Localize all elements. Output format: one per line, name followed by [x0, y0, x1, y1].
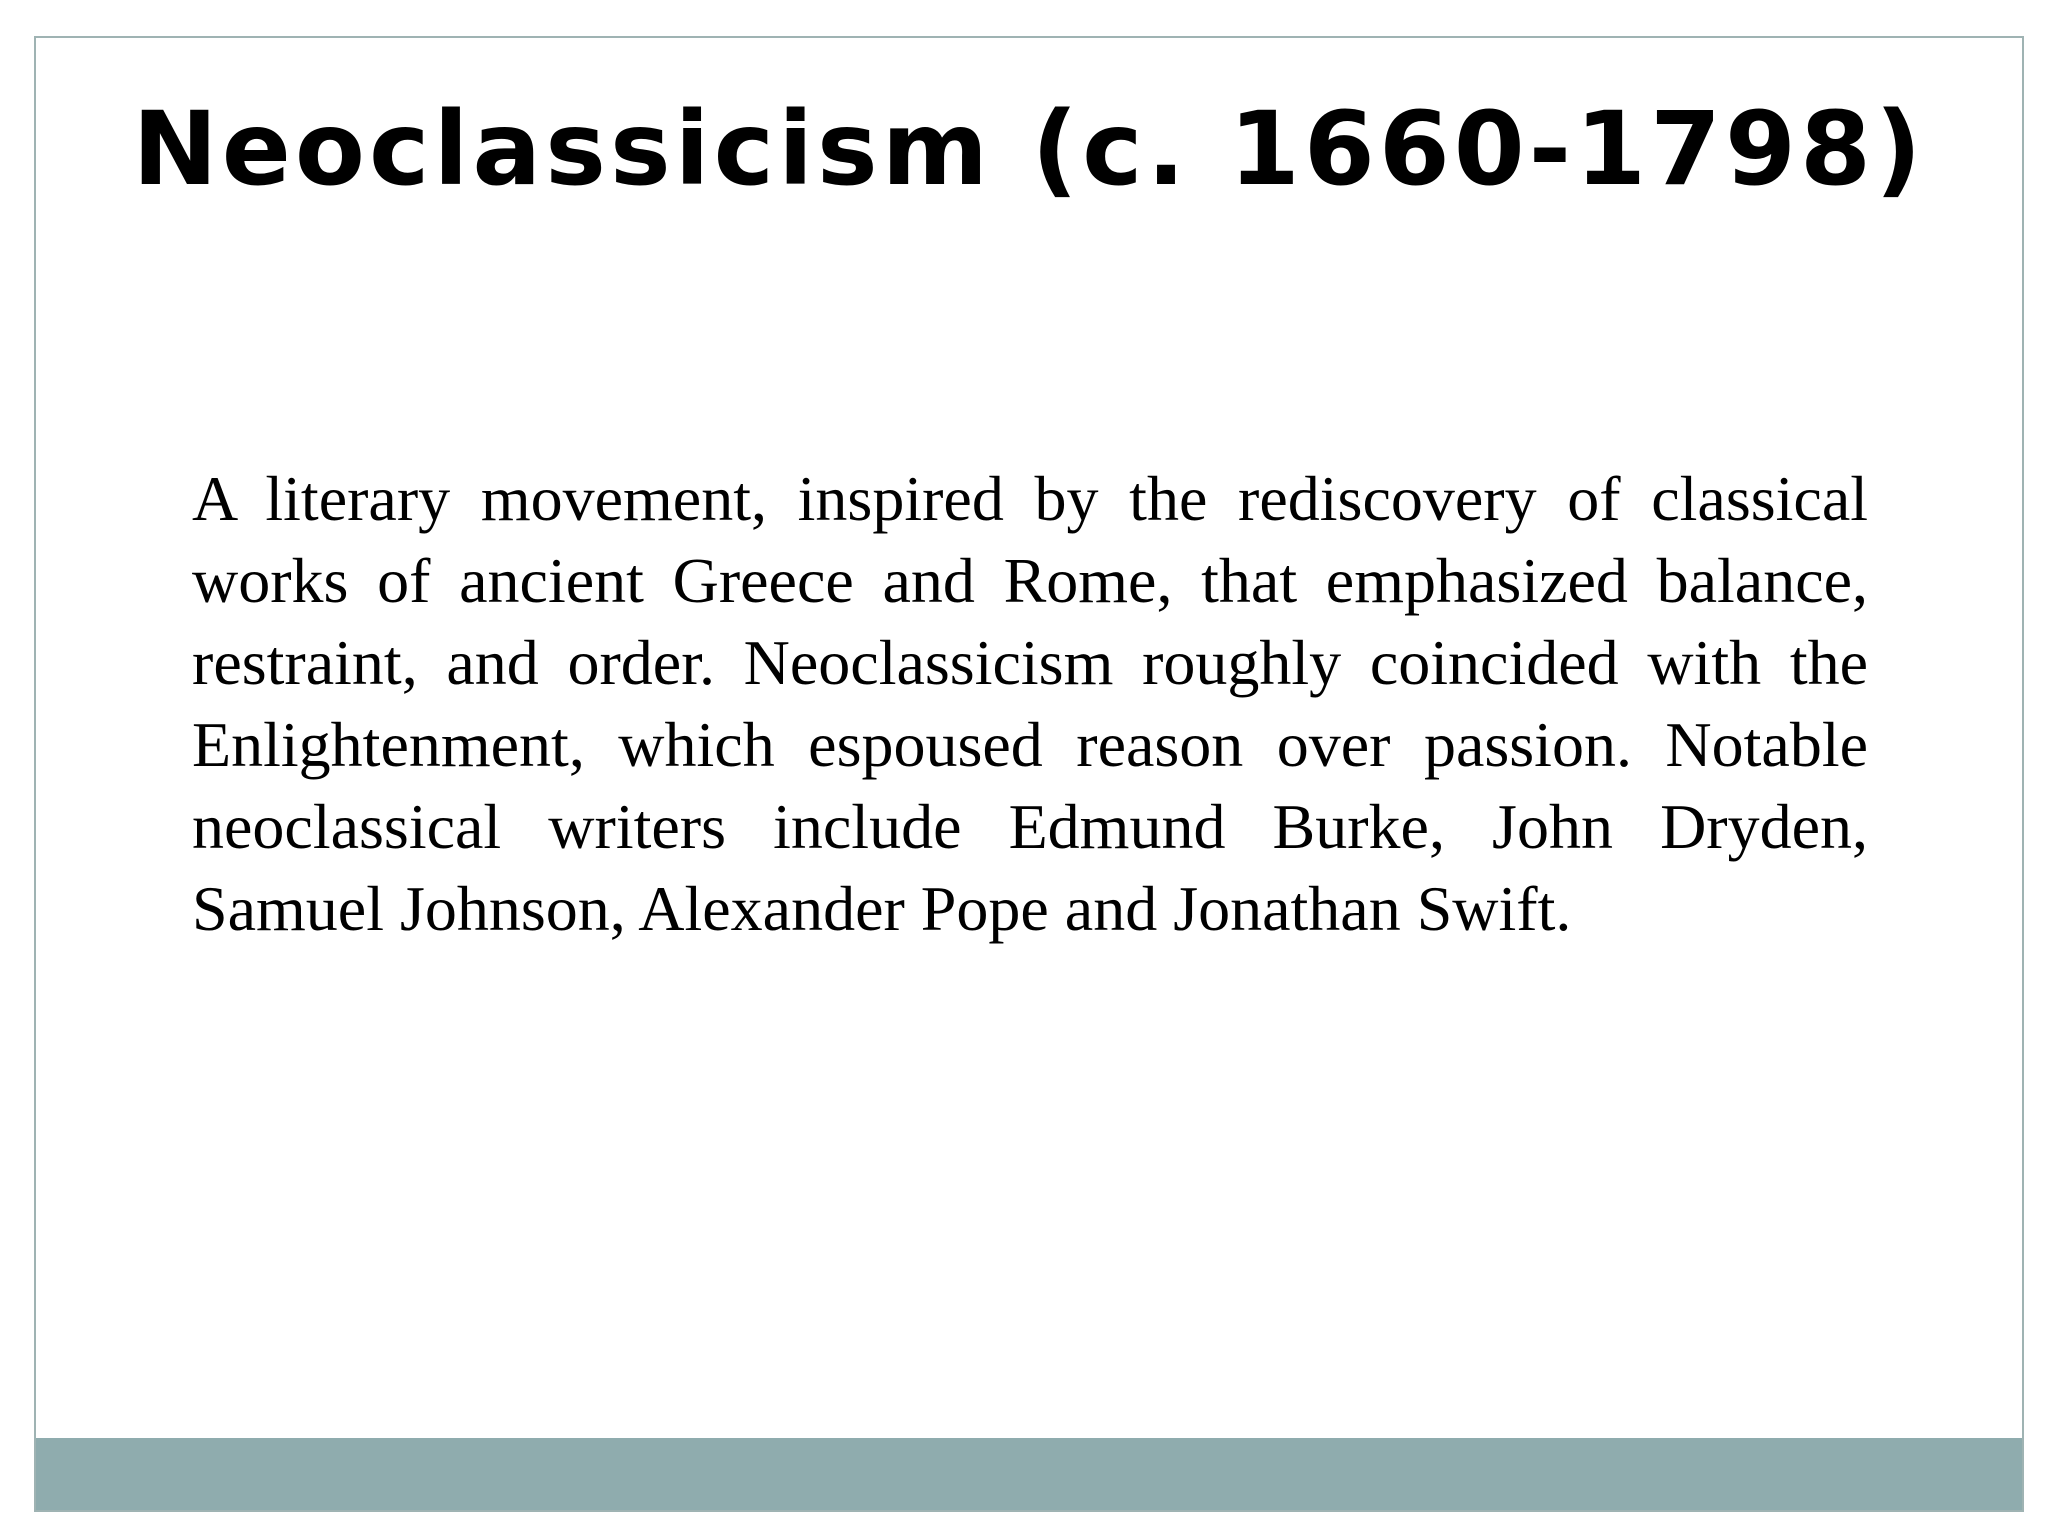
slide-frame	[34, 36, 2024, 1512]
slide-bottom-bar	[36, 1438, 2022, 1510]
slide-title: Neoclassicism (c. 1660-1798)	[132, 90, 1926, 209]
slide-body-text: A literary movement, inspired by the rediscovery of classical works of ancient Greece and Rome, that emphasized balance, restraint, and order. Neoclassicism roughly coincided with the Enlightenment, which espoused reason over passion. Notable neoclassical writers include Edmund Burke, John Dryden, Samuel Johnson, Alexander Pope and Jonathan Swift.	[192, 463, 1868, 944]
